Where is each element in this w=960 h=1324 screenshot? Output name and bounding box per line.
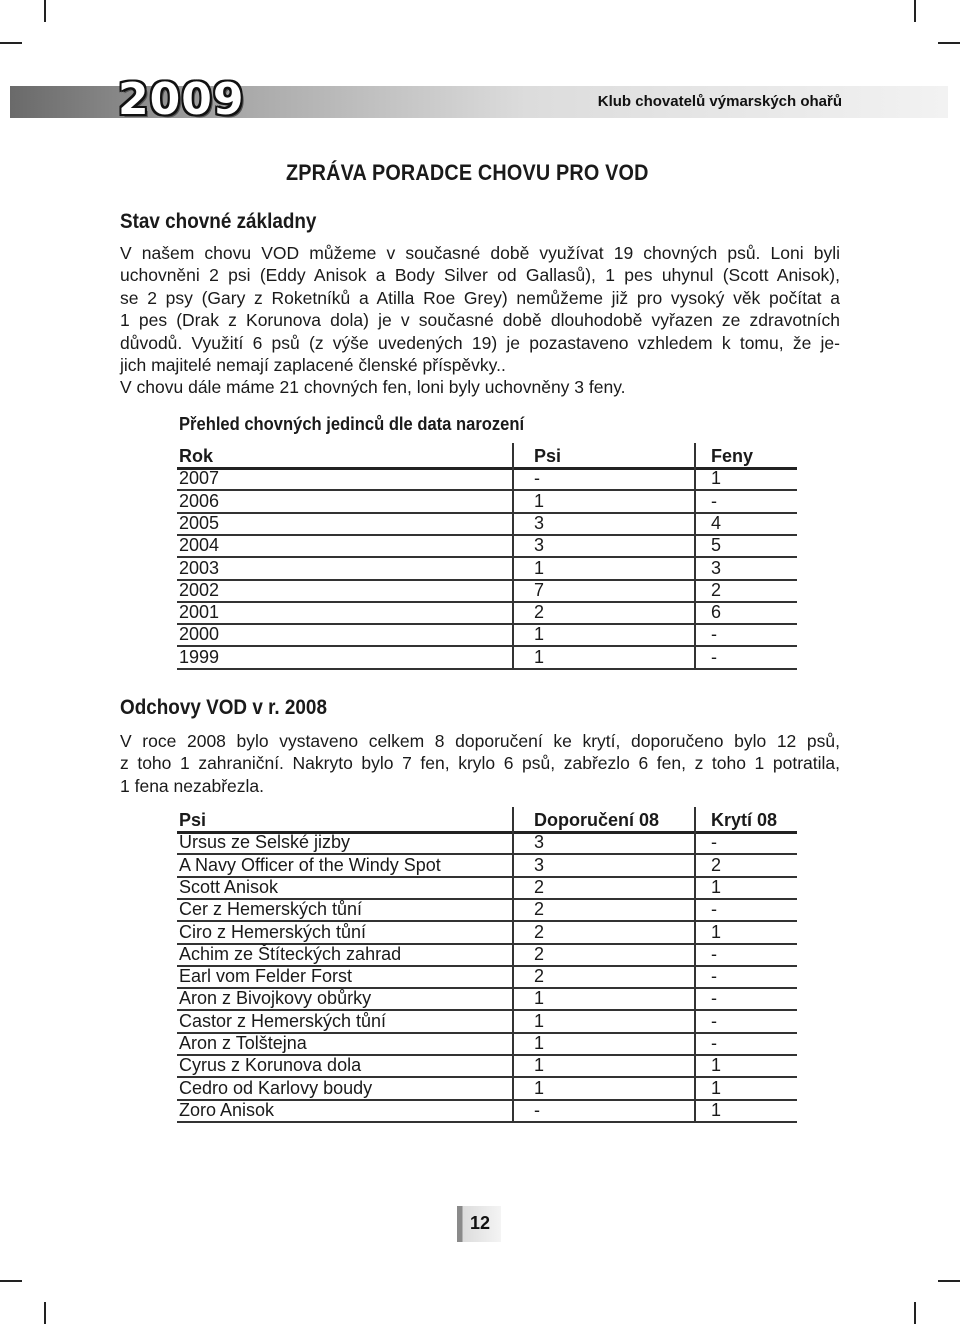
table-cell: 2 xyxy=(534,966,545,987)
table-row xyxy=(177,601,797,625)
page-number: 12 xyxy=(470,1213,491,1233)
table-header-cell: Doporučení 08 xyxy=(534,810,660,830)
table-header-row xyxy=(177,445,797,470)
table-cell: - xyxy=(534,468,540,489)
table-cell: - xyxy=(534,1099,540,1120)
table-cell: 6 xyxy=(711,602,722,623)
table-row xyxy=(177,831,797,855)
table-cell: 1 xyxy=(534,557,545,578)
paragraph-line: důvodů. Využití 6 psů (z výše uvedených 19) je pozastaveno vzhledem k tomu, že je- xyxy=(120,332,840,353)
table-column-divider xyxy=(694,443,696,670)
table-cell: 2 xyxy=(534,899,545,920)
table-row xyxy=(177,854,797,878)
crop-mark xyxy=(44,1302,46,1324)
table-row xyxy=(177,557,797,581)
table-row xyxy=(177,512,797,536)
table-cell: 1 xyxy=(534,1010,545,1031)
table-row xyxy=(177,1077,797,1101)
table-column-divider xyxy=(512,443,514,670)
table-row xyxy=(177,579,797,603)
crop-mark xyxy=(938,1280,960,1282)
table-cell: Aron z Tolštejna xyxy=(179,1033,307,1053)
table-cell: 1 xyxy=(711,1077,722,1098)
paragraph-line: 1 pes (Drak z Korunova dola) je v současné době dlouhodobě vyřazen ze zdravotních xyxy=(120,310,840,331)
table-cell: 1 xyxy=(534,988,545,1009)
crop-mark xyxy=(0,1280,22,1282)
table-cell: 2 xyxy=(534,943,545,964)
paragraph-line: V roce 2008 bylo vystaveno celkem 8 doporučení ke krytí, doporučeno bylo 12 psů, xyxy=(120,731,840,751)
table-cell: 5 xyxy=(711,535,722,556)
paragraph-line: V chovu dále máme 21 chovných fen, loni byly uchovněny 3 feny. xyxy=(120,377,626,398)
table-row xyxy=(177,876,797,900)
table-row xyxy=(177,1032,797,1056)
table-cell: - xyxy=(711,490,717,511)
table-cell: 2006 xyxy=(179,490,220,511)
table-cell: 1 xyxy=(534,1033,545,1053)
table-row xyxy=(177,1010,797,1034)
paragraph-line: z toho 1 zahraniční. Nakryto bylo 7 fen, krylo 6 psů, zabřezlo 6 fen, z toho 1 potratila, xyxy=(120,753,840,774)
table-cell: 1999 xyxy=(179,646,220,667)
table-cell: - xyxy=(711,966,717,987)
table-cell: Scott Anisok xyxy=(179,876,279,897)
document-title: ZPRÁVA PORADCE CHOVU PRO VOD xyxy=(286,160,649,185)
table-cell: - xyxy=(711,988,717,1009)
section-heading-litters: Odchovy VOD v r. 2008 xyxy=(120,696,327,719)
table-column-divider xyxy=(512,807,514,1123)
table-cell: 4 xyxy=(711,512,722,533)
table-row xyxy=(177,623,797,647)
table-cell: 1 xyxy=(534,490,545,511)
crop-mark xyxy=(44,0,46,22)
table-cell: 2003 xyxy=(179,557,220,578)
crop-mark xyxy=(914,1302,916,1324)
table-cell: - xyxy=(711,624,717,645)
table-cell: 3 xyxy=(711,557,722,578)
table-cell: - xyxy=(711,943,717,964)
table-cell: - xyxy=(711,832,717,853)
table-cell: Cer z Hemerských tůní xyxy=(179,899,363,920)
table-row xyxy=(177,534,797,558)
table-cell: 1 xyxy=(534,1077,545,1098)
table-cell: 1 xyxy=(711,1055,722,1076)
table-cell: Castor z Hemerských tůní xyxy=(179,1010,387,1031)
table-header-cell: Psi xyxy=(534,446,562,466)
table-cell: 2007 xyxy=(179,468,220,489)
table-row xyxy=(177,467,797,491)
paragraph-line: se 2 psy (Gary z Roketníků a Atilla Roe Grey) nemůžeme již pro vysoký věk počítat a xyxy=(120,287,840,308)
table-cell: 1 xyxy=(534,646,545,667)
table-header-cell: Psi xyxy=(179,810,207,830)
table-caption: Přehled chovných jedinců dle data narození xyxy=(179,414,525,434)
table-cell: 1 xyxy=(534,1055,545,1076)
table-cell: 3 xyxy=(534,512,545,533)
table-cell: 1 xyxy=(711,876,722,897)
table-cell: Cyrus z Korunova dola xyxy=(179,1055,362,1076)
table-cell: 2005 xyxy=(179,512,220,533)
table-row xyxy=(177,987,797,1011)
table-header-row xyxy=(177,809,797,834)
table-cell: 1 xyxy=(711,1099,722,1120)
table-cell: 1 xyxy=(534,624,545,645)
table-cell: Aron z Bivojkovy obůrky xyxy=(179,988,372,1009)
table-cell: - xyxy=(711,1010,717,1031)
table-row xyxy=(177,965,797,989)
table-cell: 2 xyxy=(711,579,722,600)
table-row xyxy=(177,898,797,922)
table-cell: 1 xyxy=(711,468,722,489)
table-cell: - xyxy=(711,899,717,920)
table-cell: - xyxy=(711,1033,717,1053)
table-cell: - xyxy=(711,646,717,667)
table-cell: 1 xyxy=(711,921,722,942)
table-row xyxy=(177,943,797,967)
table-cell: 2 xyxy=(534,602,545,623)
paragraph-litters xyxy=(120,730,840,797)
table-cell: Earl vom Felder Forst xyxy=(179,966,353,987)
crop-mark xyxy=(938,42,960,44)
section-heading-breeding-base: Stav chovné základny xyxy=(120,210,317,233)
table-cell: 2 xyxy=(534,921,545,942)
table-cell: 2002 xyxy=(179,579,220,600)
table-cell: Ciro z Hemerských tůní xyxy=(179,921,367,942)
table-cell: 7 xyxy=(534,579,545,600)
table-header-cell: Krytí 08 xyxy=(711,810,778,830)
table-row xyxy=(177,921,797,945)
paragraph-line: jich majitelé nemají zaplacené členské příspěvky.. xyxy=(120,355,506,376)
table-header-cell: Feny xyxy=(711,446,754,466)
table-column-divider xyxy=(694,807,696,1123)
crop-mark xyxy=(0,42,22,44)
paragraph-breeding-base xyxy=(120,242,840,399)
table-cell: Achim ze Štíteckých zahrad xyxy=(179,943,402,964)
table-cell: Zoro Anisok xyxy=(179,1099,275,1120)
table-header-cell: Rok xyxy=(179,446,214,466)
table-cell: 3 xyxy=(534,535,545,556)
table-cell: 2 xyxy=(711,854,722,875)
table-row xyxy=(177,646,797,670)
crop-mark xyxy=(914,0,916,22)
table-cell: 2004 xyxy=(179,535,220,556)
year-badge: 2009 xyxy=(118,74,245,125)
table-cell: 3 xyxy=(534,832,545,853)
table-cell: 2 xyxy=(534,876,545,897)
table-cell: Cedro od Karlovy boudy xyxy=(179,1077,373,1098)
table-row xyxy=(177,1099,797,1123)
table-row xyxy=(177,490,797,514)
table-row xyxy=(177,1054,797,1078)
paragraph-line: V našem chovu VOD můžeme v současné době využívat 19 chovných psů. Loni byli xyxy=(120,243,840,263)
paragraph-line: 1 fena nezabřezla. xyxy=(120,775,264,796)
table-cell: Ursus ze Selské jizby xyxy=(179,832,351,853)
paragraph-line: uchovněni 2 psi (Eddy Anisok a Body Silver od Gallasů), 1 pes uhynul (Scott Anisok), xyxy=(120,265,840,286)
table-cell: 3 xyxy=(534,854,545,875)
table-cell: A Navy Officer of the Windy Spot xyxy=(179,854,441,875)
table-cell: 2001 xyxy=(179,602,220,623)
club-name: Klub chovatelů výmarských ohařů xyxy=(597,93,842,110)
table-cell: 2000 xyxy=(179,624,220,645)
